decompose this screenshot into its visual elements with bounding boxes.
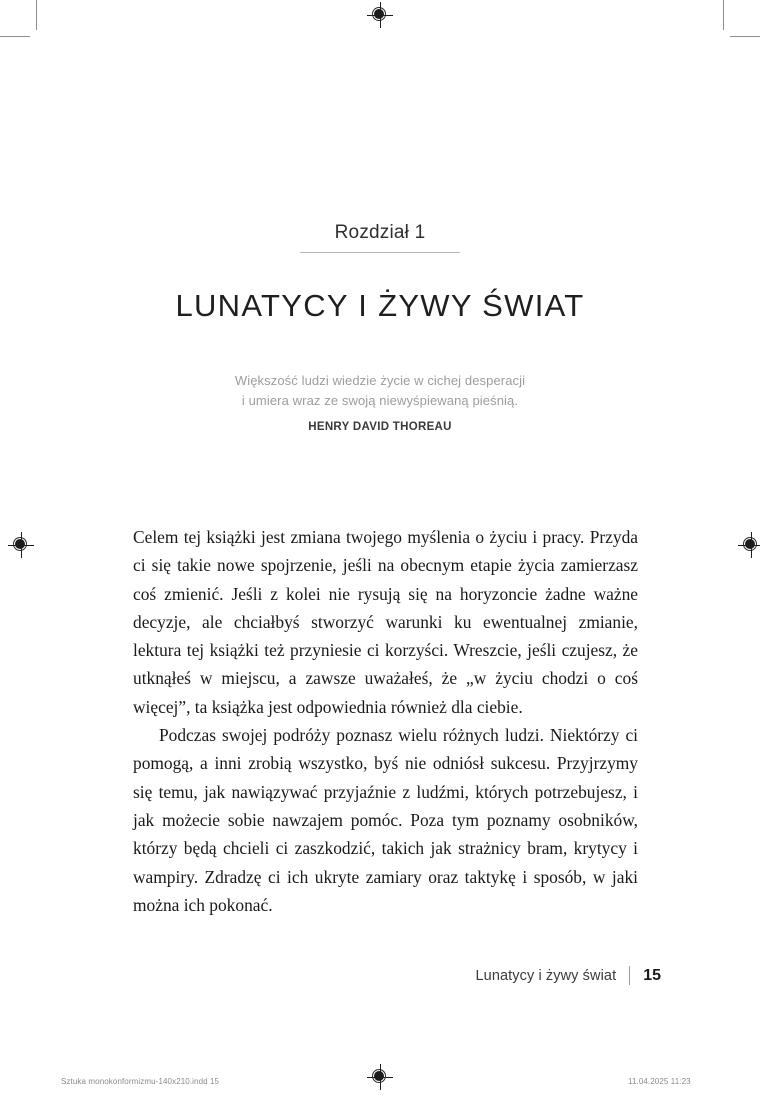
epigraph-line-2: i umiera wraz ze swoją niewyśpiewaną pieśnią. (241, 393, 519, 408)
footer-page-number: 15 (643, 966, 661, 984)
chapter-title: LUNATYCY I ŻYWY ŚWIAT (175, 288, 585, 323)
registration-dot (374, 1071, 384, 1081)
chapter-divider-rule (300, 252, 460, 253)
registration-mark-left-middle (8, 532, 34, 558)
registration-dot (745, 539, 755, 549)
crop-mark-top-right-horizontal (730, 36, 760, 37)
registration-mark-bottom-center (367, 1064, 393, 1090)
crop-mark-top-right-vertical (723, 0, 724, 30)
running-footer (0, 966, 760, 985)
body-paragraph-1: Celem tej książki jest zmiana twojego myślenia o życiu i pracy. Przyda ci się takie nowe spojrzenie, jeśli na obecnym etapie życia zamierzasz coś zmienić. Jeśli z kolei nie rysują się na horyzoncie żadne ważne decyzje, ale chciałbyś stworzyć warunki ku ewentualnej zmianie, lektura tej książki też przyniesie ci korzyści. Wreszcie, jeśli czujesz, że utknąłeś w miejscu, a zawsze uważałeś, że „w życiu chodzi o coś więcej”, ta książka jest odpowiednia również dla ciebie. (133, 527, 638, 717)
body-paragraph-2: Podczas swojej podróży poznasz wielu różnych ludzi. Niektórzy ci pomogą, a inni zrobią wszystko, byś nie odniósł sukcesu. Przyjrzymy się temu, jak nawiązywać przyjaźnie z ludźmi, których potrzebujesz, i jak możecie sobie nawzajem pomóc. Poza tym poznamy osobników, którzy będą chcieli ci zaszkodzić, takich jak strażnicy bram, krytycy i wampiry. Zdradzę ci ich ukryte zamiary oraz taktykę i sposób, w jaki można ich pokonać. (133, 725, 638, 915)
chapter-label: Rozdział 1 (334, 222, 426, 243)
slug-file-name: Sztuka monokonformizmu-140x210.indd 15 (61, 1077, 220, 1086)
slug-timestamp: 11.04.2025 11:23 (628, 1077, 691, 1086)
crop-mark-top-left-horizontal (0, 36, 30, 37)
registration-mark-right-middle (738, 532, 760, 558)
registration-mark-top-center (367, 2, 393, 28)
epigraph-block (180, 371, 580, 433)
registration-dot (374, 9, 384, 19)
crop-mark-top-left-vertical (36, 0, 37, 30)
epigraph-author: HENRY DAVID THOREAU (308, 421, 452, 433)
epigraph-line-1: Większość ludzi wiedzie życie w cichej desperacji (234, 373, 526, 388)
body-text-block (133, 523, 638, 919)
footer-divider-rule (629, 966, 630, 985)
registration-dot (15, 539, 25, 549)
footer-chapter-name: Lunatycy i żywy świat (475, 967, 617, 984)
